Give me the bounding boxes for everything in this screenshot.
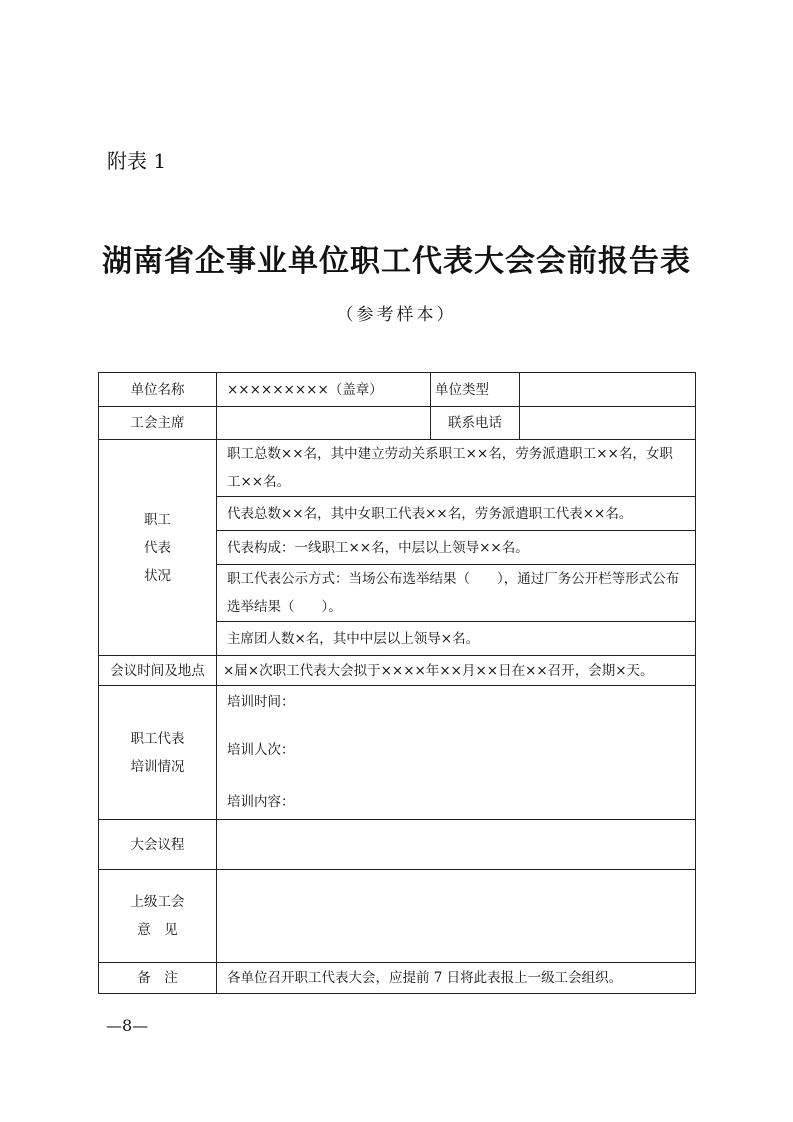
label-line: 职工 (144, 511, 171, 528)
rep-status-line[interactable]: 职工总数××名，其中建立劳动关系职工××名，劳务派遣职工××名，女职工××名。 (217, 440, 696, 497)
training-content: 培训内容： (227, 794, 295, 810)
rep-status-line[interactable]: 主席团人数×名，其中中层以上领导×名。 (217, 622, 696, 656)
subtitle: （参考样本） (336, 305, 457, 325)
unit-type-field[interactable] (520, 373, 696, 407)
phone-label: 联系电话 (431, 407, 520, 440)
label-line: 职工代表 (130, 730, 185, 747)
page-number: —8— (106, 1016, 149, 1035)
annex-label: 附表 1 (107, 149, 167, 173)
rep-status-line[interactable]: 职工代表公示方式：当场公布选举结果（ ），通过厂务公开栏等形式公布选举结果（ ）。 (217, 565, 696, 622)
unit-name-label: 单位名称 (99, 373, 217, 407)
unit-type-label: 单位类型 (431, 373, 520, 407)
label-line: 上级工会 (130, 894, 185, 910)
training-label (99, 686, 217, 820)
chair-field[interactable] (217, 407, 431, 440)
agenda-field[interactable] (217, 820, 696, 870)
training-time: 培训时间： (227, 694, 295, 710)
remark-value: 各单位召开职工代表大会，应提前 7 日将此表报上一级工会组织。 (217, 963, 696, 994)
training-count: 培训人次： (227, 742, 295, 758)
rep-status-label (99, 440, 217, 656)
training-field[interactable] (217, 686, 696, 820)
meeting-label: 会议时间及地点 (99, 656, 217, 686)
page-title: 湖南省企事业单位职工代表大会会前报告表 (102, 244, 691, 279)
label-line: 代表 (144, 539, 171, 556)
unit-name-value[interactable]: ×××××××××（盖章） (217, 373, 431, 407)
label-line: 培训情况 (130, 758, 185, 775)
label-line: 意 见 (137, 922, 178, 938)
phone-field[interactable] (520, 407, 696, 440)
meeting-value[interactable]: ×届×次职工代表大会拟于××××年××月××日在××召开，会期×天。 (217, 656, 696, 686)
chair-label: 工会主席 (99, 407, 217, 440)
rep-status-line[interactable]: 代表总数××名，其中女职工代表××名，劳务派遣职工代表××名。 (217, 497, 696, 531)
report-form-table (98, 372, 696, 994)
remark-label: 备 注 (99, 963, 217, 994)
opinion-label (99, 870, 217, 963)
opinion-field[interactable] (217, 870, 696, 963)
label-line: 状况 (144, 567, 171, 584)
agenda-label: 大会议程 (99, 820, 217, 870)
rep-status-line[interactable]: 代表构成：一线职工××名，中层以上领导××名。 (217, 531, 696, 565)
